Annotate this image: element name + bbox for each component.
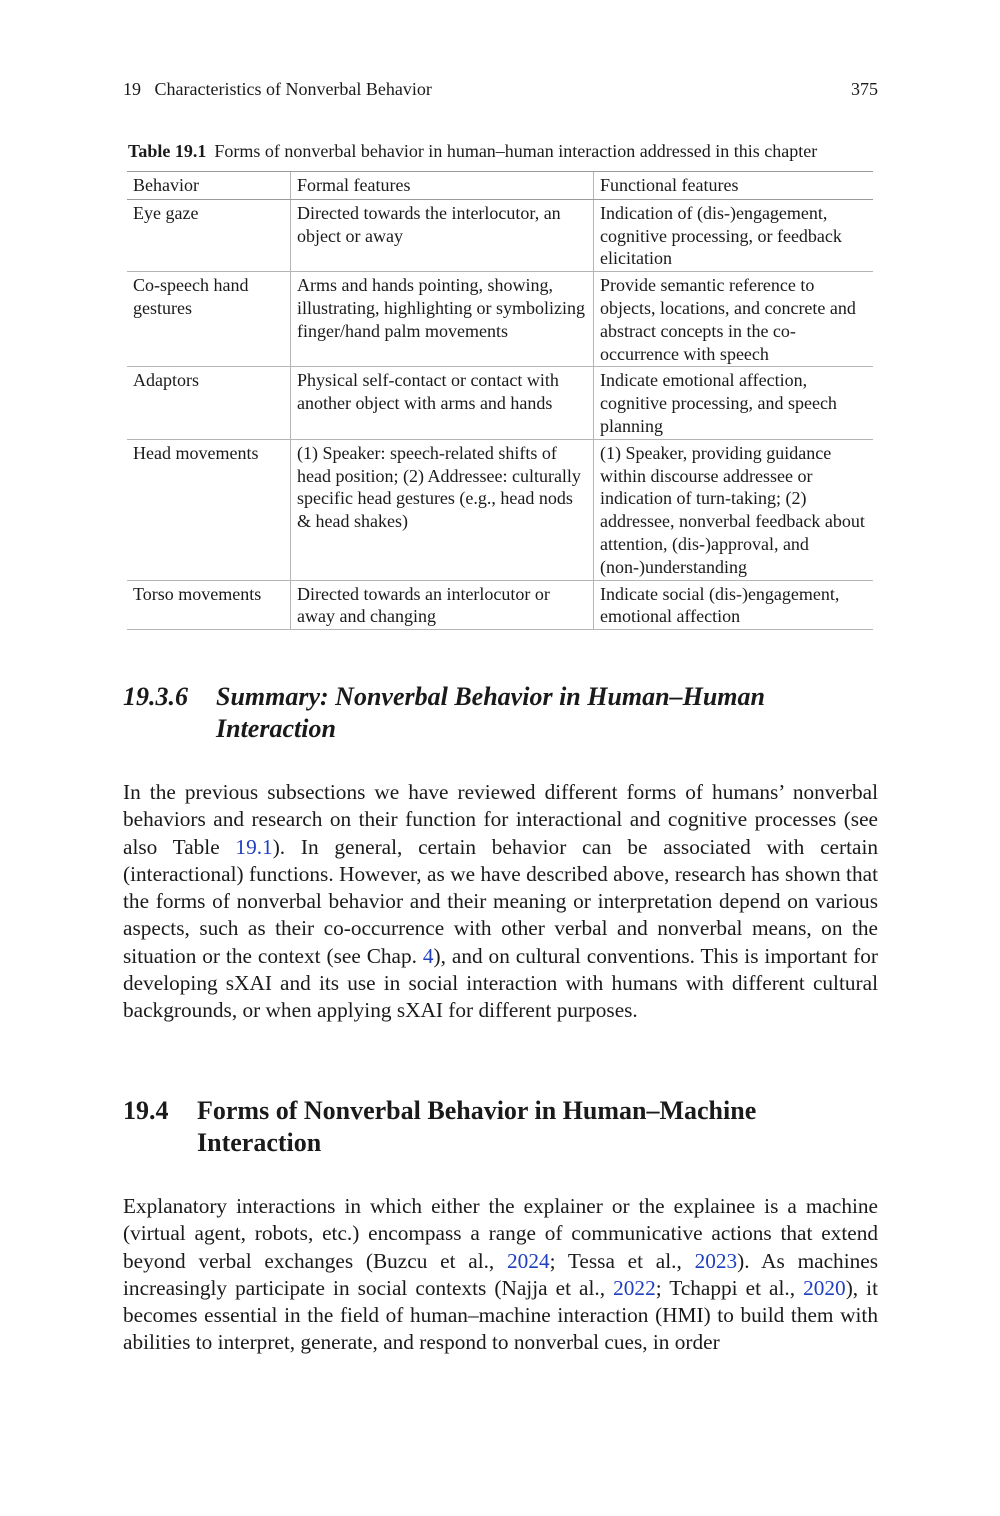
table-label: Table 19.1 [128, 141, 207, 161]
citation-link[interactable]: 2022 [613, 1275, 656, 1300]
table-cell: Indicate emotional affection, cognitive processing, and speech planning [594, 367, 874, 439]
table-row [127, 199, 873, 271]
running-head [123, 79, 878, 100]
header-formal-features: Formal features [291, 172, 594, 200]
table-header-row [127, 172, 873, 200]
paragraph-text: In the previous subsections we have reviewed different forms of humans’ nonverbal behaviors and research on their function for interactional and cognitive processes (see also Table [123, 780, 878, 859]
paragraph-text: ; Tessa et al., [549, 1248, 695, 1273]
table-row [127, 272, 873, 367]
table-cell: Indicate social (dis-)engagement, emotional affection [594, 580, 874, 630]
citation-link[interactable]: 2024 [507, 1248, 550, 1273]
paragraph-text: ), it becomes essential in the field of human–machine interaction (HMI) to build them with abilities to interpret, generate, and respond to nonverbal cues, in order [123, 1275, 878, 1355]
subsection-number: 19.3.6 [123, 682, 188, 711]
citation-link[interactable]: 2020 [803, 1275, 846, 1300]
table-cell: Directed towards an interlocutor or away and changing [291, 580, 594, 630]
chapter-reference-link[interactable]: 4 [422, 943, 434, 968]
table-cell: Adaptors [127, 367, 291, 439]
table-cell: (1) Speaker, providing guidance within discourse addressee or indication of turn-taking; (2) addressee, nonverbal feedback about attention, (dis-)approval, and (non-)understanding [594, 439, 874, 580]
running-head-chapter: 19 Characteristics of Nonverbal Behavior [123, 79, 432, 99]
table-cell: Eye gaze [127, 199, 291, 271]
subsection-title: Summary: Nonverbal Behavior in Human–Human Interaction [216, 682, 765, 743]
section-heading [123, 1095, 883, 1159]
table-cell: Indication of (dis-)engagement, cognitive processing, or feedback elicitation [594, 199, 874, 271]
table-reference-link[interactable]: 19.1 [235, 834, 273, 859]
table-cell: Physical self-contact or contact with another object with arms and hands [291, 367, 594, 439]
page-number: 375 [851, 79, 878, 99]
table-cell: Provide semantic reference to objects, locations, and concrete and abstract concepts in the co-occurrence with speech [594, 272, 874, 367]
table-cell: Torso movements [127, 580, 291, 630]
summary-paragraph [123, 779, 878, 1025]
paragraph-text: ). As machines increasingly participate in social contexts (Najja et al., [123, 1248, 878, 1300]
table-caption-text: Forms of nonverbal behavior in human–human interaction addressed in this chapter [214, 141, 818, 161]
table-caption [128, 141, 888, 162]
table-cell: Directed towards the interlocutor, an object or away [291, 199, 594, 271]
table-cell: (1) Speaker: speech-related shifts of head position; (2) Addressee: culturally specific head gestures (e.g., head nods & head shakes) [291, 439, 594, 580]
section-number: 19.4 [123, 1096, 169, 1125]
behavior-table [127, 171, 873, 630]
table-row [127, 439, 873, 580]
header-functional-features: Functional features [594, 172, 874, 200]
table-cell: Co-speech hand gestures [127, 272, 291, 367]
paragraph-text: ). In general, certain behavior can be associated with certain (interactional) functions. However, as we have described above, research has shown that the forms of nonverbal behavior and their meaning or interpretation depend on various aspects, such as their co-occurrence with other verbal and nonverbal means, on the situation or the context (see Chap. [123, 834, 879, 968]
subsection-heading [123, 681, 883, 745]
table-row [127, 367, 873, 439]
section-title: Forms of Nonverbal Behavior in Human–Machine Interaction [197, 1096, 757, 1157]
hmi-paragraph [123, 1193, 878, 1357]
table-cell: Arms and hands pointing, showing, illustrating, highlighting or symbolizing finger/hand palm movements [291, 272, 594, 367]
paragraph-text: ; Tchappi et al., [655, 1275, 804, 1300]
paragraph-text: Explanatory interactions in which either the explainer or the explainee is a machine (virtual agent, robots, etc.) encompass a range of communicative actions that extend beyond verbal exchanges (Buzcu et al., [123, 1194, 878, 1273]
header-behavior: Behavior [127, 172, 291, 200]
table-row [127, 580, 873, 630]
paragraph-text: ), and on cultural conventions. This is important for developing sXAI and its use in social interaction with humans with different cultural backgrounds, or when applying sXAI for different purposes. [123, 943, 878, 1023]
citation-link[interactable]: 2023 [694, 1248, 738, 1273]
table-cell: Head movements [127, 439, 291, 580]
